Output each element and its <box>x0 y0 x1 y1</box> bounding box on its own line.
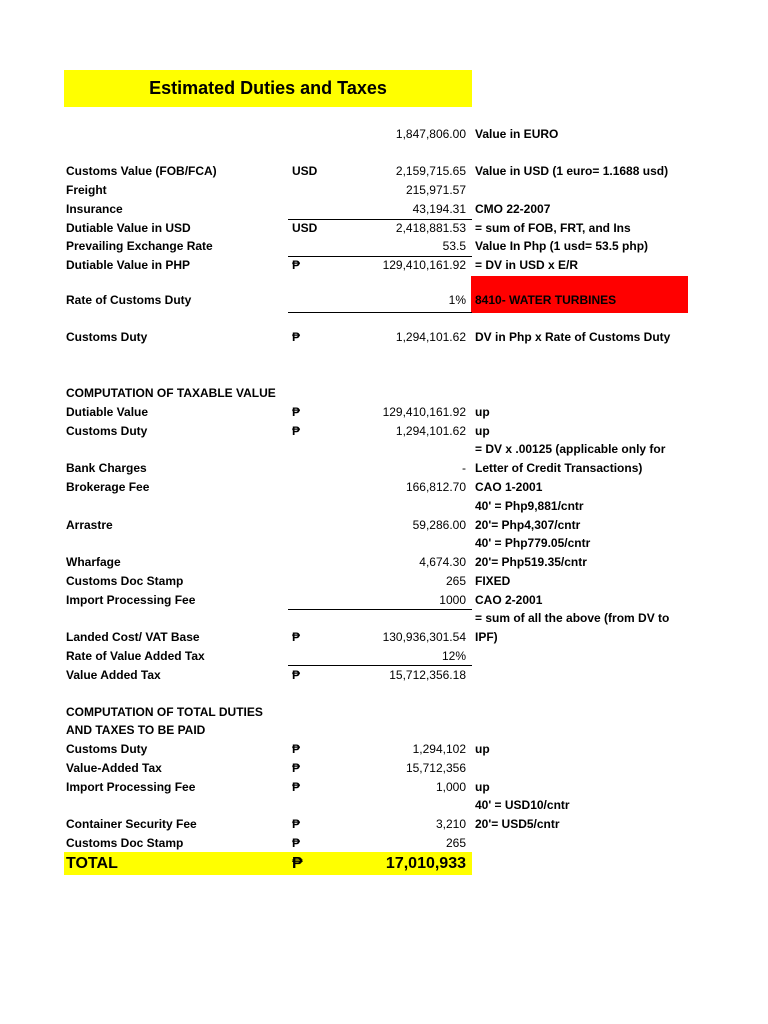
row-label: COMPUTATION OF TOTAL DUTIES <box>66 705 263 719</box>
row-currency <box>292 478 332 497</box>
row-value: 166,812.70 <box>405 480 466 494</box>
row-note: up <box>475 780 490 794</box>
row-label: Prevailing Exchange Rate <box>66 239 213 253</box>
row-note: IPF) <box>475 630 498 644</box>
table-row <box>0 666 768 685</box>
row-note <box>475 703 765 722</box>
row-currency: ₱ <box>292 330 301 344</box>
row-note <box>475 384 765 403</box>
table-row <box>0 609 768 628</box>
row-label: Wharfage <box>66 555 121 569</box>
row-value: 43,194.31 <box>412 202 466 216</box>
row-currency: ₱ <box>292 761 301 775</box>
total-row <box>0 852 768 875</box>
row-currency: ₱ <box>292 424 301 438</box>
row-note <box>475 721 765 740</box>
row-currency <box>292 591 332 610</box>
row-currency <box>292 181 332 200</box>
row-currency <box>292 609 332 628</box>
row-label: Bank Charges <box>66 461 147 475</box>
row-label: Dutiable Value in PHP <box>66 258 191 272</box>
row-value: - <box>462 461 466 475</box>
row-label: Freight <box>66 183 107 197</box>
row-value: 129,410,161.92 <box>382 258 466 272</box>
row-currency <box>292 384 332 403</box>
row-currency <box>292 516 332 535</box>
table-row <box>0 162 768 181</box>
row-label: Customs Duty <box>66 330 148 344</box>
row-currency <box>292 572 332 591</box>
row-currency: USD <box>292 221 318 235</box>
table-row <box>0 740 768 759</box>
row-label: Customs Duty <box>66 424 148 438</box>
row-note <box>475 666 765 685</box>
row-currency <box>292 237 332 256</box>
row-label: Insurance <box>66 202 123 216</box>
row-currency <box>292 796 332 815</box>
row-label: Import Processing Fee <box>66 780 196 794</box>
row-currency: ₱ <box>292 836 301 850</box>
row-label: Arrastre <box>66 518 113 532</box>
row-currency: ₱ <box>292 817 301 831</box>
row-note: = sum of all the above (from DV to <box>475 611 670 625</box>
row-note: FIXED <box>475 574 511 588</box>
table-row <box>0 200 768 219</box>
row-label: Customs Doc Stamp <box>66 836 184 850</box>
total-value: 17,010,933 <box>385 855 466 872</box>
table-row <box>0 759 768 778</box>
table-row <box>0 628 768 647</box>
row-note: up <box>475 405 490 419</box>
table-row <box>0 834 768 853</box>
row-label <box>66 796 288 815</box>
row-label: Customs Doc Stamp <box>66 574 184 588</box>
row-label: AND TAXES TO BE PAID <box>66 723 206 737</box>
row-currency: ₱ <box>292 780 301 794</box>
total-label: TOTAL <box>66 855 118 872</box>
row-currency: ₱ <box>292 630 301 644</box>
table-row <box>0 422 768 441</box>
table-row <box>0 328 768 347</box>
row-note: CMO 22-2007 <box>475 202 551 216</box>
table-row <box>0 721 768 740</box>
table-row <box>0 703 768 722</box>
row-note: 8410- WATER TURBINES <box>475 293 617 307</box>
row-note <box>475 181 765 200</box>
table-row <box>0 572 768 591</box>
row-value: 15,712,356 <box>405 761 466 775</box>
table-row <box>0 125 768 144</box>
row-note: Value In Php (1 usd= 53.5 php) <box>475 239 649 253</box>
row-label: Import Processing Fee <box>66 593 196 607</box>
table-row <box>0 497 768 516</box>
row-value <box>330 609 466 628</box>
row-note <box>475 647 765 666</box>
row-label <box>66 440 288 459</box>
row-label: Value Added Tax <box>66 668 161 682</box>
row-value: 1,294,101.62 <box>395 330 466 344</box>
row-label <box>66 534 288 553</box>
row-value: 53.5 <box>442 239 466 253</box>
row-currency: ₱ <box>292 742 301 756</box>
row-value <box>330 703 466 722</box>
row-currency <box>292 125 332 144</box>
row-value: 215,971.57 <box>405 183 466 197</box>
row-note: DV in Php x Rate of Customs Duty <box>475 330 671 344</box>
table-row <box>0 256 768 275</box>
row-value: 1,294,102 <box>412 742 466 756</box>
table-row <box>0 534 768 553</box>
row-value <box>330 384 466 403</box>
row-note: up <box>475 742 490 756</box>
row-currency: USD <box>292 164 318 178</box>
row-note: 20'= Php4,307/cntr <box>475 518 581 532</box>
row-value: 59,286.00 <box>412 518 466 532</box>
row-note: Value in EURO <box>475 127 559 141</box>
row-value: 1,000 <box>435 780 466 794</box>
table-row <box>0 553 768 572</box>
table-row <box>0 384 768 403</box>
table-row <box>0 796 768 815</box>
row-note: = DV x .00125 (applicable only for <box>475 442 666 456</box>
table-row <box>0 219 768 238</box>
row-value <box>330 796 466 815</box>
page-title: Estimated Duties and Taxes <box>149 78 387 98</box>
table-row <box>0 591 768 610</box>
divider-line <box>288 312 472 313</box>
row-label: Rate of Value Added Tax <box>66 649 205 663</box>
row-currency <box>292 291 332 310</box>
row-label: Rate of Customs Duty <box>66 293 192 307</box>
row-currency <box>292 553 332 572</box>
row-value: 1,847,806.00 <box>395 127 466 141</box>
table-row <box>0 647 768 666</box>
row-label: Dutiable Value <box>66 405 149 419</box>
table-row <box>0 815 768 834</box>
row-note: 40' = USD10/cntr <box>475 798 570 812</box>
row-note <box>475 759 765 778</box>
row-value: 1,294,101.62 <box>395 424 466 438</box>
row-label: Brokerage Fee <box>66 480 150 494</box>
row-label: COMPUTATION OF TAXABLE VALUE <box>66 386 276 400</box>
row-label: Container Security Fee <box>66 817 197 831</box>
table-row <box>0 440 768 459</box>
row-currency: ₱ <box>292 258 301 272</box>
row-value: 1% <box>448 293 466 307</box>
row-note: = DV in USD x E/R <box>475 258 579 272</box>
row-value: 1000 <box>439 593 466 607</box>
row-currency <box>292 721 332 740</box>
row-label <box>66 609 288 628</box>
row-value: 3,210 <box>435 817 466 831</box>
table-row <box>0 516 768 535</box>
row-label: Customs Duty <box>66 742 148 756</box>
row-currency: ₱ <box>292 405 301 419</box>
row-value <box>330 440 466 459</box>
row-value: 130,936,301.54 <box>382 630 466 644</box>
row-currency <box>292 200 332 219</box>
row-note: CAO 2-2001 <box>475 593 543 607</box>
row-label <box>66 497 288 516</box>
row-value <box>330 721 466 740</box>
table-row <box>0 478 768 497</box>
row-currency <box>292 647 332 666</box>
table-row <box>0 459 768 478</box>
row-label: Dutiable Value in USD <box>66 221 191 235</box>
row-value: 15,712,356.18 <box>389 668 466 682</box>
row-value: 2,159,715.65 <box>395 164 466 178</box>
row-note: 40' = Php9,881/cntr <box>475 499 584 513</box>
table-row <box>0 181 768 200</box>
row-note: 40' = Php779.05/cntr <box>475 536 591 550</box>
row-currency: ₱ <box>292 668 301 682</box>
row-currency <box>292 497 332 516</box>
row-currency <box>292 534 332 553</box>
row-note: Letter of Credit Transactions) <box>475 461 643 475</box>
row-note: 20'= Php519.35/cntr <box>475 555 587 569</box>
table-row <box>0 291 768 310</box>
row-currency <box>292 459 332 478</box>
row-note: 20'= USD5/cntr <box>475 817 560 831</box>
row-value: 2,418,881.53 <box>395 221 466 235</box>
row-value: 265 <box>445 574 466 588</box>
row-note <box>475 834 765 853</box>
table-row <box>0 778 768 797</box>
row-currency <box>292 440 332 459</box>
row-value <box>330 497 466 516</box>
row-note: up <box>475 424 490 438</box>
row-value: 4,674.30 <box>419 555 466 569</box>
table-row <box>0 237 768 256</box>
row-currency <box>292 703 332 722</box>
table-row <box>0 403 768 422</box>
row-label: Value-Added Tax <box>66 761 162 775</box>
row-note: CAO 1-2001 <box>475 480 543 494</box>
row-value: 129,410,161.92 <box>382 405 466 419</box>
total-currency: ₱ <box>292 855 303 872</box>
row-value: 265 <box>445 836 466 850</box>
row-value <box>330 534 466 553</box>
row-label <box>66 125 288 144</box>
row-label: Landed Cost/ VAT Base <box>66 630 200 644</box>
title-banner <box>64 70 472 107</box>
row-value: 12% <box>441 649 466 663</box>
row-note: Value in USD (1 euro= 1.1688 usd) <box>475 164 669 178</box>
row-note: = sum of FOB, FRT, and Ins <box>475 221 631 235</box>
row-label: Customs Value (FOB/FCA) <box>66 164 217 178</box>
